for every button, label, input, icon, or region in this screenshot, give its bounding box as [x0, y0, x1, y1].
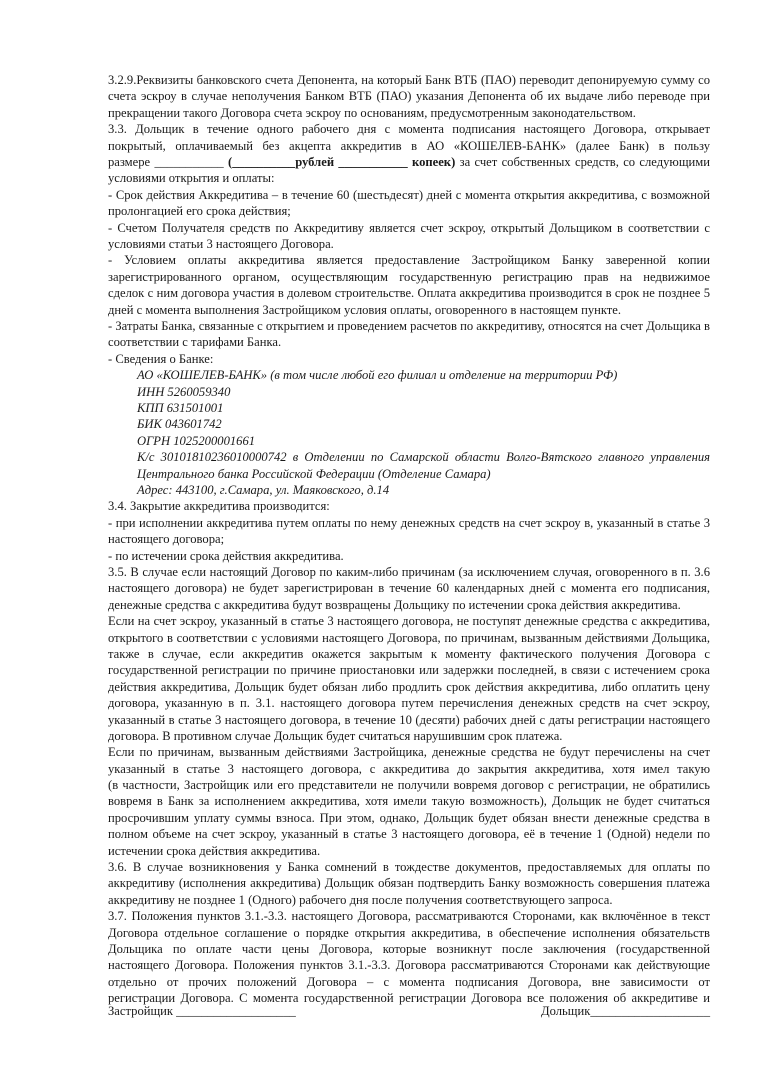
text-line: настоящего Договора. Положения пунктов 3.1.-3.3. Договора рассматриваются Сторонами как действующие: [108, 958, 710, 973]
text-line: (в частности, Застройщик или его представители не получили вовремя договор с регистрации, не обратились: [108, 778, 710, 793]
text-line: ОГРН 1025200001661: [137, 433, 256, 448]
paragraph: [108, 318, 710, 351]
paragraph: [108, 613, 710, 744]
text-line: договора, указанную в п. 3.1. настоящего договора путем перечисления денежных средств на счет эскроу,: [108, 696, 710, 711]
bold-amount-blank: (__________рублей ___________ копеек): [228, 154, 456, 169]
paragraph: [108, 252, 710, 318]
text-line: сделок с ним договора участия в долевом строительстве. Оплата аккредитива производится в срок не позднее 5: [108, 286, 710, 301]
paragraph: [108, 908, 710, 1006]
text-line: действия аккредитива, Дольщик будет обязан либо продлить срок действия аккредитива, либо оплатить цену: [108, 679, 710, 694]
text-line: открытого в соответствии с условиями настоящего Договора, по причинам, вызванным действиями Дольщика,: [108, 630, 710, 645]
text-line: дней с момента выполнения Застройщиком условия оплаты, оговоренного в настоящем пункте.: [108, 302, 622, 317]
paragraph: [108, 121, 710, 187]
text-line: пролонгацией его срока действия;: [108, 204, 291, 219]
paragraph: [108, 72, 710, 121]
text-line: государственной регистрации по причине приостановки или задержки последней, в связи с истечением срока: [108, 663, 710, 678]
text-line: отдельно от прочих положений Договора – с момента подписания Договора, вне зависимости от: [108, 974, 710, 989]
paragraph: [108, 482, 710, 498]
paragraph: [108, 220, 710, 253]
text-line: аккредитиву (исполнения аккредитива) Дольщик обязан подтвердить Банку возможность совершения платежа: [108, 876, 710, 891]
developer-signature-line: Застройщик ___________________: [108, 1004, 296, 1018]
text-line: - Сведения о Банке:: [108, 351, 214, 366]
text-line: денежные средства с аккредитива будут возвращены Дольщику по истечении срока действия аккредитива.: [108, 597, 681, 612]
text-line: - при исполнении аккредитива путем оплаты по нему денежных средств на счет эскроу в, указанный в статье 3: [108, 515, 710, 530]
text-line: просрочившим уплату суммы взноса. При этом, однако, Дольщик будет обязан внести денежные средства в: [108, 810, 710, 825]
text-line: полном объеме на счет эскроу, указанный в статье 3 настоящего договора, её в течение 1 (Одной) недели по: [108, 827, 710, 842]
paragraph: [108, 187, 710, 220]
text-line: 3.5. В случае если настоящий Договор по каким-либо причинам (за исключением случая, оговоренного в п. 3.6: [108, 564, 710, 579]
text-line: счета эскроу в случае неполучения Банком ВТБ (ПАО) указания Депонента об их выдаче либо переводе при: [108, 89, 710, 104]
text-line: указанный в статье 3 настоящего договора, в течение 10 (десяти) рабочих дней с даты регистрации настоящего: [108, 712, 710, 727]
paragraph: [108, 351, 710, 367]
document-body: [108, 72, 710, 1007]
text-line: Договора отдельное соглашение о порядке открытия аккредитива, в обеспечение исполнения обязательств: [108, 925, 710, 940]
text-line: условиями открытия и оплаты:: [108, 171, 275, 186]
text-line: Если по причинам, вызванным действиями Застройщика, денежные средства не будут перечислены на счет: [108, 745, 710, 760]
text-line: Адрес: 443100, г.Самара, ул. Маяковского, д.14: [137, 482, 390, 497]
text-line: настоящего договора;: [108, 532, 225, 547]
text-line: прекращении такого Договора счета эскроу по основаниям, предусмотренным законодательством.: [108, 105, 636, 120]
text-line: - Счетом Получателя средств по Аккредитиву является счет эскроу, открытый Дольщиком в соответствии с: [108, 220, 710, 235]
text-line: регистрации Договора. С момента государственной регистрации Договора все положения об аккредитиве и: [108, 991, 710, 1006]
paragraph: [108, 433, 710, 449]
text-line: - по истечении срока действия аккредитива.: [108, 548, 344, 563]
text-line: 3.7. Положения пунктов 3.1.-3.3. настоящего Договора, рассматриваются Сторонами, как включённое в текст: [108, 909, 710, 924]
text-line: Если на счет эскроу, указанный в статье 3 настоящего договора, не поступят денежные средства с аккредитива,: [108, 614, 710, 629]
text-line: аккредитиву не позднее 1 (Одного) рабочего дня после получения соответствующего запроса.: [108, 892, 613, 907]
text-line: 3.4. Закрытие аккредитива производится:: [108, 499, 330, 514]
paragraph: [108, 400, 710, 416]
text-line: вовремя в Банк за исполнением аккредитива, хотя имели такую возможность), Дольщик не будет считаться: [108, 794, 710, 809]
text-line: Дольщика по оплате части цены Договора, которые возникнут после заключения (государственной: [108, 942, 710, 957]
text-line: [108, 154, 710, 170]
paragraph: [108, 449, 710, 482]
paragraph: [108, 498, 710, 514]
text-line: - Срок действия Аккредитива – в течение 60 (шестьдесят) дней с момента открытия аккредитива, с возможной: [108, 187, 710, 202]
paragraph: [108, 564, 710, 613]
text-line: ИНН 5260059340: [137, 384, 231, 399]
text-line: К/с 30101810236010000742 в Отделении по Самарской области Волго-Вятского главного управления: [137, 450, 710, 465]
text-line: соответствии с тарифами Банка.: [108, 335, 282, 350]
text-line: - Затраты Банка, связанные с открытием и проведением расчетов по аккредитиву, относятся на счет Дольщика в: [108, 318, 710, 333]
text-segment: за счет собственных средств, со следующими: [455, 154, 710, 169]
paragraph: [108, 859, 710, 908]
paragraph: [108, 384, 710, 400]
text-segment: размере ___________: [108, 154, 229, 169]
paragraph: [108, 515, 710, 548]
text-line: настоящего договора) не будет зарегистрирован в течение 60 календарных дней с момента его подписания,: [108, 581, 710, 596]
paragraph: [108, 416, 710, 432]
text-line: БИК 043601742: [137, 417, 222, 432]
text-line: АО «КОШЕЛЕВ-БАНК» (в том числе любой его филиал и отделение на территории РФ): [137, 368, 618, 383]
signature-block: [108, 1004, 710, 1019]
text-line: 3.2.9.Реквизиты банковского счета Депонента, на который Банк ВТБ (ПАО) переводит депонируемую сумму со: [108, 73, 710, 87]
text-line: - Условием оплаты аккредитива является предоставление Застройщиком Банку заверенной копии: [108, 253, 710, 268]
paragraph: [108, 367, 710, 383]
text-line: 3.3. Дольщик в течение одного рабочего дня с момента подписания настоящего Договора, открывает: [108, 122, 710, 137]
text-line: КПП 631501001: [137, 400, 224, 415]
text-line: договора. В противном случае Дольщик будет считаться нарушившим срок платежа.: [108, 728, 563, 743]
text-line: истечении срока действия аккредитива.: [108, 843, 321, 858]
shareholder-signature-line: Дольщик___________________: [541, 1004, 710, 1018]
text-line: 3.6. В случае возникновения у Банка сомнений в тождестве документов, предоставляемых для оплаты по: [108, 860, 710, 875]
paragraph: [108, 744, 710, 859]
paragraph: [108, 548, 710, 564]
text-line: указанный в статье 3 настоящего договора, с аккредитива до закрытия аккредитива, хотя имел такую: [108, 761, 710, 776]
text-line: Центрального банка Российской Федерации (Отделение Самара): [137, 466, 491, 481]
text-line: зарегистрированного органом, осуществляющим государственную регистрацию прав на недвижимое: [108, 269, 710, 284]
text-line: покрытый, оплачиваемый без акцепта аккредитив в АО «КОШЕЛЕВ-БАНК» (далее Банк) в пользу: [108, 138, 710, 153]
text-line: также в случае, если аккредитив окажется закрытым к моменту фактического получения Договора с: [108, 646, 710, 661]
text-line: условиями статьи 3 настоящего Договора.: [108, 236, 334, 251]
